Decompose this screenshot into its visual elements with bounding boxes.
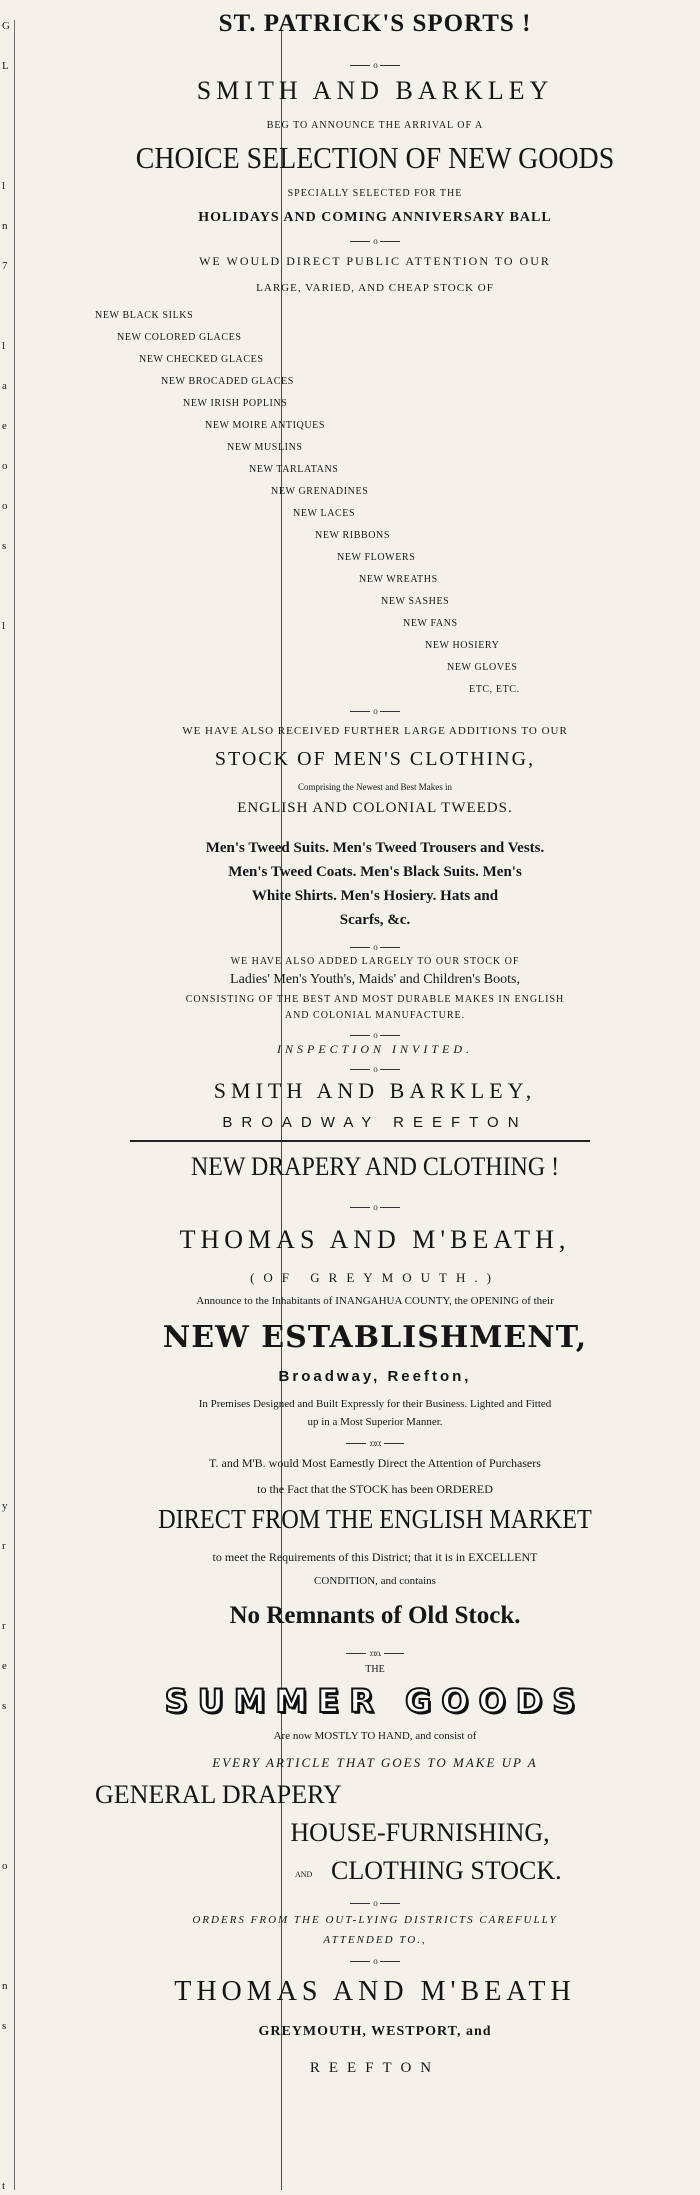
ad2-general-drapery: GENERAL DRAPERY	[95, 1780, 342, 1809]
goods-list-item: NEW FANS	[403, 618, 458, 629]
ad1-manufacture: AND COLONIAL MANUFACTURE.	[284, 1010, 466, 1021]
gutter-fragment: n	[2, 1980, 8, 1992]
ad2-house-furnishing: HOUSE-FURNISHING,	[290, 1818, 550, 1847]
ad2-direct-market: DIRECT FROM THE ENGLISH MARKET	[158, 1504, 592, 1534]
ornament-divider: :o:o:	[95, 1438, 655, 1448]
ad2-summer-goods: SUMMER GOODS	[164, 1682, 586, 1720]
ornament-divider: o	[95, 1202, 655, 1212]
gutter-fragment: l	[2, 180, 6, 192]
ad1-announce: BEG TO ANNOUNCE THE ARRIVAL OF A	[266, 120, 484, 131]
ad1-direct-line1: WE WOULD DIRECT PUBLIC ATTENTION TO OUR	[199, 254, 551, 268]
goods-list-item: NEW HOSIERY	[425, 640, 500, 651]
ad2-meet-line2: CONDITION, and contains	[314, 1575, 436, 1587]
gutter-fragment: n	[2, 220, 8, 232]
ad2-firm-name: THOMAS AND M'BEATH,	[179, 1225, 571, 1254]
gutter-fragment: o	[2, 500, 8, 512]
ad2-sign-towns: GREYMOUTH, WESTPORT, and	[258, 2024, 492, 2039]
mens-clothing-line: Scarfs, &c.	[339, 912, 411, 928]
ad1-goods-list	[95, 310, 655, 730]
gutter-fragment: o	[2, 460, 8, 472]
ad2-meet-line1: to meet the Requirements of this District; that it is in EXCELLENT	[212, 1550, 538, 1564]
ad1-headline: ST. PATRICK'S SPORTS !	[218, 10, 532, 37]
ornament-divider: o	[95, 942, 655, 952]
ad1-stock-mens: STOCK OF MEN'S CLOTHING,	[214, 748, 536, 770]
ad1-holidays: HOLIDAYS AND COMING ANNIVERSARY BALL	[198, 210, 552, 225]
gutter-fragment: s	[2, 1700, 7, 1712]
ad2-sign-reefton: REEFTON	[309, 2060, 441, 2076]
ad2-no-remnants: No Remnants of Old Stock.	[229, 1602, 521, 1629]
left-margin-column	[0, 20, 15, 2190]
goods-list-item: NEW WREATHS	[359, 574, 438, 585]
ad2-of-greymouth: (OF GREYMOUTH.)	[250, 1270, 500, 1285]
ornament-divider: :o:o.	[95, 1648, 655, 1658]
ad2-broadway: Broadway, Reefton,	[278, 1368, 472, 1385]
gutter-fragment: s	[2, 540, 7, 552]
ad1-mens-lines	[95, 836, 655, 932]
gutter-fragment: s	[2, 2020, 7, 2032]
ornament-divider: o	[95, 1064, 655, 1074]
ad1-firm-name: SMITH AND BARKLEY	[196, 76, 554, 105]
ad2-premises-line1: In Premises Designed and Built Expressly for their Business. Lighted and Fitted	[198, 1398, 552, 1410]
ad1-tweeds: ENGLISH AND COLONIAL TWEEDS.	[237, 800, 513, 816]
goods-list-item: NEW TARLATANS	[249, 464, 339, 475]
ad2-attention-line2: to the Fact that the STOCK has been ORDERED	[257, 1482, 493, 1496]
gutter-fragment: L	[2, 60, 9, 72]
goods-list-item: NEW COLORED GLACES	[117, 332, 242, 343]
ornament-divider: o	[95, 1956, 655, 1966]
ad1-sign-firm: SMITH AND BARKLEY,	[213, 1078, 537, 1103]
gutter-fragment: l	[2, 620, 6, 632]
ornament-divider: o	[95, 60, 655, 70]
mens-clothing-line: Men's Tweed Suits. Men's Tweed Trousers and Vests.	[205, 840, 545, 856]
gutter-fragment: o	[2, 1860, 8, 1872]
ad1-choice-selection: CHOICE SELECTION OF NEW GOODS	[135, 140, 615, 175]
ad2-orders-line2: ATTENDED TO.,	[323, 1934, 427, 1946]
ad2-orders-line1: ORDERS FROM THE OUT-LYING DISTRICTS CAREFULLY	[192, 1914, 558, 1926]
goods-list-item: NEW MOIRE ANTIQUES	[205, 420, 326, 431]
mens-clothing-line: White Shirts. Men's Hosiery. Hats and	[251, 888, 499, 904]
advertisement-separator	[130, 1140, 590, 1142]
ad2-now-to-hand: Are now MOSTLY TO HAND, and consist of	[273, 1730, 477, 1742]
gutter-fragment: l	[2, 340, 6, 352]
ad1-direct-line2: LARGE, VARIED, AND CHEAP STOCK OF	[256, 282, 494, 294]
mens-clothing-line: Men's Tweed Coats. Men's Black Suits. Men's	[228, 864, 522, 880]
ad2-the: THE	[365, 1664, 385, 1675]
ad1-consisting: CONSISTING OF THE BEST AND MOST DURABLE MAKES IN ENGLISH	[185, 994, 565, 1005]
gutter-fragment: y	[2, 1500, 8, 1512]
ornament-divider: o	[95, 236, 655, 246]
ad2-premises-line2: up in a Most Superior Manner.	[307, 1416, 443, 1428]
ornament-divider: o	[95, 1898, 655, 1908]
goods-list-item: NEW CHECKED GLACES	[139, 354, 264, 365]
ad1-sign-place: BROADWAY REEFTON	[222, 1114, 528, 1131]
goods-list-item: NEW SASHES	[381, 596, 450, 607]
ad1-also-received: WE HAVE ALSO RECEIVED FURTHER LARGE ADDITIONS TO OUR	[182, 725, 568, 737]
ad2-new-establishment: NEW ESTABLISHMENT,	[162, 1320, 588, 1355]
gutter-fragment: e	[2, 420, 7, 432]
ornament-divider: o	[95, 1030, 655, 1040]
gutter-fragment: t	[2, 2180, 6, 2192]
ad2-announce: Announce to the Inhabitants of INANGAHUA COUNTY, the OPENING of their	[196, 1295, 554, 1307]
goods-list-item: NEW IRISH POPLINS	[183, 398, 288, 409]
gutter-fragment: r	[2, 1540, 6, 1552]
goods-list-item: NEW GRENADINES	[271, 486, 369, 497]
ad2-every-article: EVERY ARTICLE THAT GOES TO MAKE UP A	[212, 1755, 538, 1770]
ad1-also-added: WE HAVE ALSO ADDED LARGELY TO OUR STOCK OF	[230, 956, 520, 967]
ad1-inspection: INSPECTION INVITED.	[277, 1042, 473, 1056]
ad1-specially: SPECIALLY SELECTED FOR THE	[287, 188, 463, 199]
goods-list-item: NEW FLOWERS	[337, 552, 416, 563]
ad2-and: AND	[295, 1870, 313, 1879]
gutter-fragment: r	[2, 1620, 6, 1632]
goods-list-item: NEW BLACK SILKS	[95, 310, 194, 321]
gutter-fragment: e	[2, 1660, 7, 1672]
goods-list-item: NEW LACES	[293, 508, 356, 519]
ad2-attention-line1: T. and M'B. would Most Earnestly Direct the Attention of Purchasers	[209, 1456, 541, 1470]
gutter-fragment: 7	[2, 260, 8, 272]
goods-list-item: ETC, ETC.	[469, 684, 520, 695]
ornament-divider: o	[95, 706, 655, 716]
ad1-comprising: Comprising the Newest and Best Makes in	[298, 782, 452, 792]
ad2-headline: NEW DRAPERY AND CLOTHING !	[190, 1152, 560, 1181]
goods-list-item: NEW MUSLINS	[227, 442, 303, 453]
gutter-fragment: a	[2, 380, 7, 392]
ad1-boots: Ladies' Men's Youth's, Maids' and Children's Boots,	[230, 972, 520, 987]
ad2-sign-firm: THOMAS AND M'BEATH	[174, 1976, 576, 2007]
ad2-clothing-stock: CLOTHING STOCK.	[331, 1856, 562, 1885]
goods-list-item: NEW RIBBONS	[315, 530, 391, 541]
goods-list-item: NEW BROCADED GLACES	[161, 376, 294, 387]
goods-list-item: NEW GLOVES	[447, 662, 518, 673]
gutter-fragment: G	[2, 20, 10, 32]
